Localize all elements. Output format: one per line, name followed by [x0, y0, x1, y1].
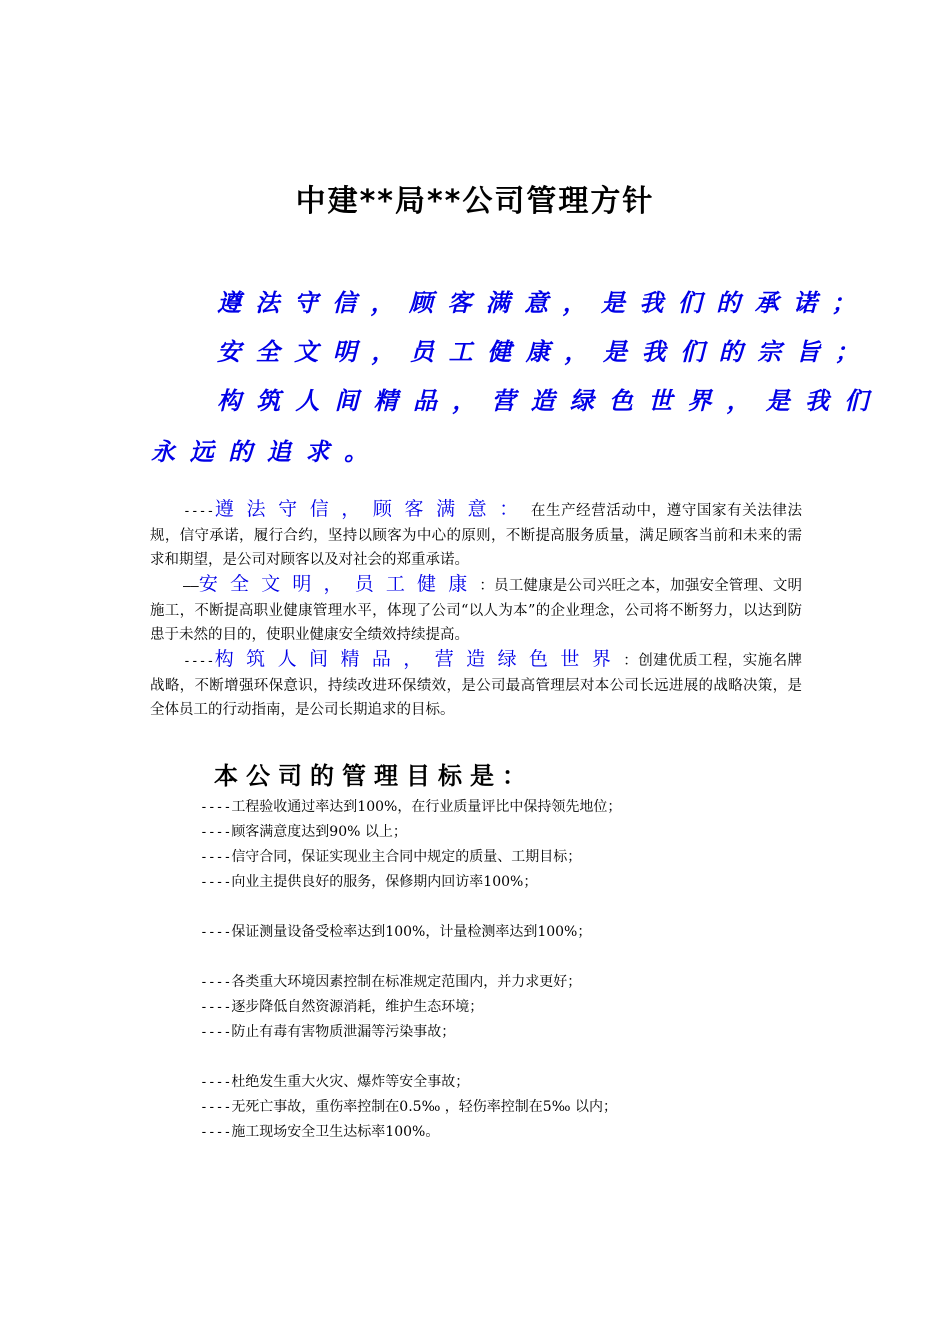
goal-item	[200, 872, 537, 893]
motto-line-2: 安全文明，员工健康，是我们的宗旨；	[217, 338, 874, 366]
paragraph-heading: 遵法守信，顾客满意：	[214, 498, 531, 520]
goal-item	[200, 972, 581, 993]
goal-dash: ----	[200, 975, 232, 990]
paragraph-text: 在生产经营活动中，遵守国家有关法律法规，信守承诺，履行合约，坚持以顾客为中心的原则，不断提高服务质量，满足顾客当前和未来的需求和期望，是公司对顾客以及对社会的郑重承诺。	[150, 503, 802, 568]
goal-dash: ----	[200, 1025, 232, 1040]
goal-text: 杜绝发生重大火灾、爆炸等安全事故；	[231, 1074, 470, 1090]
goal-dash: ----	[200, 1100, 232, 1115]
goal-text: 工程验收通过率达到100%，在行业质量评比中保持领先地位；	[231, 799, 622, 815]
paragraph-dash: ——	[183, 579, 199, 594]
goal-text: 无死亡事故，重伤率控制在0.5‰ ，轻伤率控制在5‰ 以内；	[231, 1099, 617, 1115]
paragraph-text: ：员工健康是公司兴旺之本，加强安全管理、文明施工，不断提高职业健康管理水平，体现了公司“以人为本”的企业理念，公司将不断努力，以达到防患于未然的目的，使职业健康安全绩效持续提高。	[150, 578, 802, 643]
goal-text: 逐步降低自然资源消耗，维护生态环境；	[231, 999, 484, 1015]
goal-item	[200, 1122, 439, 1143]
goal-dash: ----	[200, 1125, 232, 1140]
paragraph-heading: 构筑人间精品，营造绿色世界	[214, 648, 624, 670]
goal-dash: ----	[200, 1075, 232, 1090]
policy-paragraph-safety	[150, 572, 802, 647]
paragraph-text: ：创建优质工程，实施名牌战略，不断增强环保意识，持续改进环保绩效，是公司最高管理层对本公司长远进展的战略决策，是全体员工的行动指南，是公司长期追求的目标。	[150, 653, 802, 718]
policy-paragraph-law	[150, 497, 802, 572]
motto-line-4: 永远的追求。	[151, 438, 383, 466]
goal-text: 保证测量设备受检率达到100%，计量检测率达到100%；	[231, 924, 592, 940]
goal-item	[200, 847, 581, 868]
motto-line-1: 遵法守信，顾客满意，是我们的承诺；	[217, 289, 870, 317]
goal-item	[200, 1072, 469, 1093]
goal-text: 施工现场安全卫生达标率100%。	[231, 1124, 440, 1140]
goal-dash: ----	[200, 850, 232, 865]
motto-line-3: 构筑人间精品，营造绿色世界，是我们	[217, 387, 884, 415]
paragraph-heading: 安全文明，员工健康	[198, 573, 480, 595]
goal-text: 顾客满意度达到90% 以上；	[231, 824, 407, 840]
goal-dash: ----	[200, 875, 232, 890]
goal-item	[200, 1022, 455, 1043]
policy-paragraph-environment	[150, 647, 802, 722]
goal-dash: ----	[200, 1000, 232, 1015]
goal-dash: ----	[200, 825, 232, 840]
goal-item	[200, 1097, 617, 1118]
goal-item	[200, 922, 591, 943]
paragraph-dash: ----	[183, 504, 215, 519]
goal-dash: ----	[200, 800, 232, 815]
goal-item	[200, 797, 621, 818]
goals-heading: 本公司的管理目标是：	[214, 762, 534, 790]
page-title: 中建**局**公司管理方针	[295, 184, 655, 219]
goal-dash: ----	[200, 925, 232, 940]
paragraph-dash: ----	[183, 654, 215, 669]
goal-text: 各类重大环境因素控制在标准规定范围内，并力求更好；	[231, 974, 582, 990]
goal-item	[200, 997, 483, 1018]
goal-text: 向业主提供良好的服务，保修期内回访率100%；	[231, 874, 538, 890]
goal-item	[200, 822, 407, 843]
goal-text: 防止有毒有害物质泄漏等污染事故；	[231, 1024, 456, 1040]
goal-text: 信守合同，保证实现业主合同中规定的质量、工期目标；	[231, 849, 582, 865]
